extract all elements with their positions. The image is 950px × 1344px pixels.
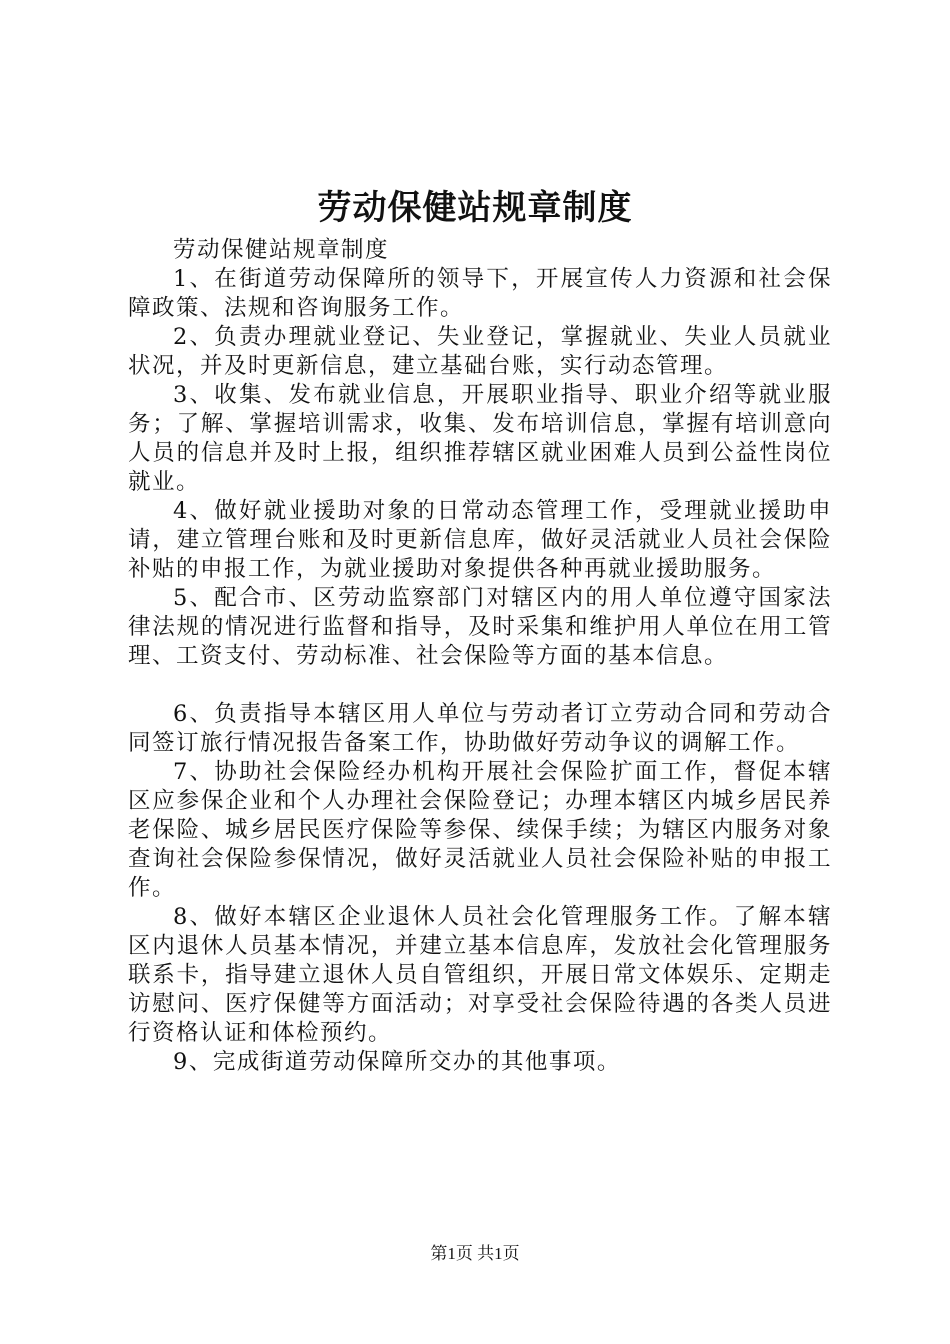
- paragraph-1: 1、在街道劳动保障所的领导下，开展宣传人力资源和社会保障政策、法规和咨询服务工作。: [128, 266, 832, 321]
- paragraph-4: 4、做好就业援助对象的日常动态管理工作，受理就业援助申请，建立管理台账和及时更新信息库，做好灵活就业人员社会保险补贴的申报工作，为就业援助对象提供各种再就业援助服务。: [128, 498, 832, 582]
- paragraph-5: 5、配合市、区劳动监察部门对辖区内的用人单位遵守国家法律法规的情况进行监督和指导，及时采集和维护用人单位在用工管理、工资支付、劳动标准、社会保险等方面的基本信息。: [128, 585, 832, 669]
- document-body: [128, 236, 832, 1077]
- paragraph-6: 6、负责指导本辖区用人单位与劳动者订立劳动合同和劳动合同签订旅行情况报告备案工作，协助做好劳动争议的调解工作。: [128, 701, 832, 756]
- page-footer: 第1页 共1页: [430, 1244, 520, 1263]
- document-subtitle: 劳动保健站规章制度: [173, 237, 390, 263]
- paragraph-3: 3、收集、发布就业信息，开展职业指导、职业介绍等就业服务；了解、掌握培训需求，收集、发布培训信息，掌握有培训意向人员的信息并及时上报，组织推荐辖区就业困难人员到公益性岗位就业。: [128, 382, 832, 495]
- paragraph-7: 7、协助社会保险经办机构开展社会保险扩面工作，督促本辖区应参保企业和个人办理社会保险登记；办理本辖区内城乡居民养老保险、城乡居民医疗保险等参保、续保手续；为辖区内服务对象查询社会保险参保情况，做好灵活就业人员社会保险补贴的申报工作。: [128, 759, 832, 901]
- paragraph-spacer: [128, 671, 832, 700]
- paragraph-9: 9、完成街道劳动保障所交办的其他事项。: [173, 1049, 621, 1075]
- document-title: 劳动保健站规章制度: [317, 188, 633, 228]
- paragraph-8: 8、做好本辖区企业退休人员社会化管理服务工作。了解本辖区内退休人员基本情况，并建立基本信息库，发放社会化管理服务联系卡，指导建立退休人员自管组织，开展日常文体娱乐、定期走访慰问、医疗保健等方面活动；对享受社会保险待遇的各类人员进行资格认证和体检预约。: [128, 904, 832, 1046]
- paragraph-2: 2、负责办理就业登记、失业登记，掌握就业、失业人员就业状况，并及时更新信息，建立基础台账，实行动态管理。: [128, 324, 832, 379]
